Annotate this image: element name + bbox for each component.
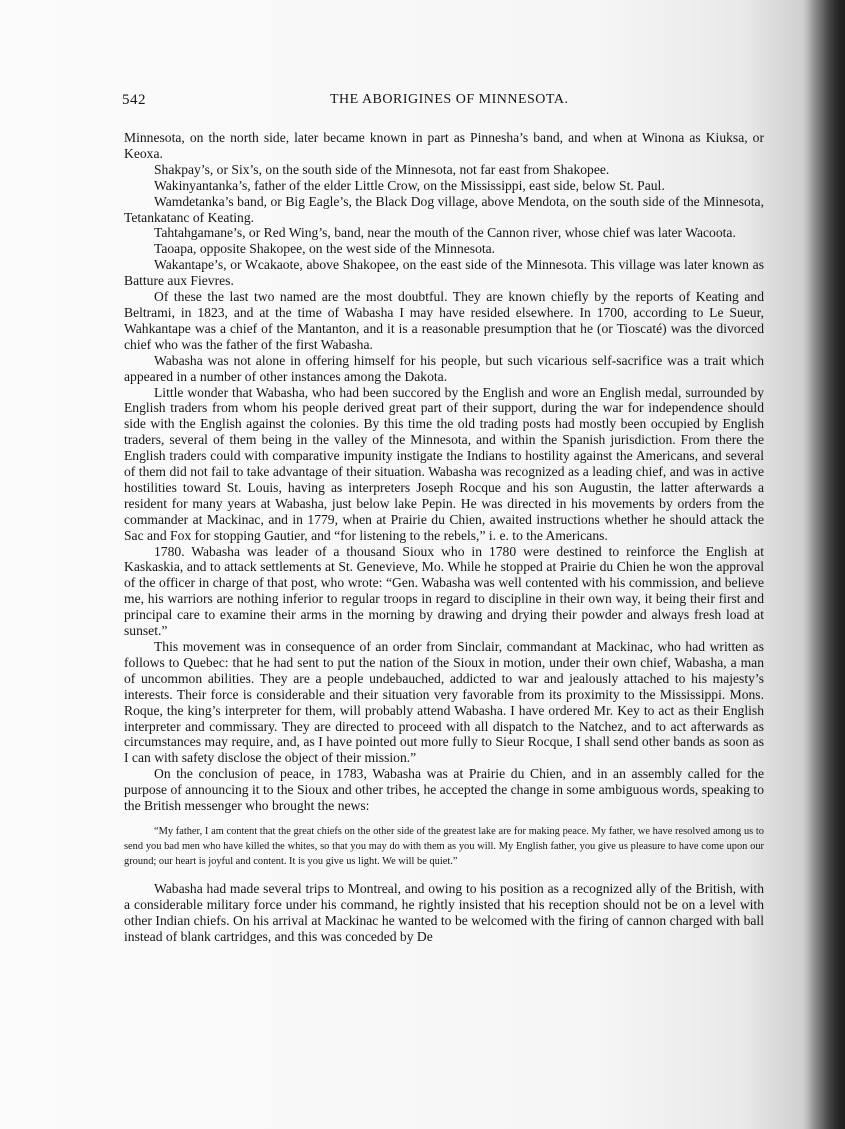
paragraph: Wamdetanka’s band, or Big Eagle’s, the Black Dog village, above Mendota, on the south side of the Minnesota, Tetankatanc of Keating. [124,193,764,225]
paragraph: Little wonder that Wabasha, who had been succored by the English and wore an English medal, surrounded by English traders from whom his people derived great part of their support, during the war for independence should side with the English against the colonies. By this time the old trading posts had mostly been occupied by English traders, several of them being in the valley of the Minnesota, and within the Spanish jurisdiction. From there the English traders could with comparative impunity instigate the Indians to hostility against the Americans, and several of them did not fail to take advantage of their situation. Wabasha was recognized as a leading chief, and was in active hostilities toward St. Louis, having as interpreters Joseph Rocque and his son Augustin, the latter afterwards a resident for many years at Wabasha, just below lake Pepin. He was directed in his movements by orders from the commander at Mackinac, and in 1779, when at Prairie du Chien, awaited instructions whether he should attack the Sac and Fox for stopping Gautier, and “for listening to the rebels,” i. e. to the Americans. [124,384,764,543]
book-spine-shadow [807,0,845,1129]
paragraph: Wabasha was not alone in offering himself for his people, but such vicarious self-sacrifice was a trait which appeared in a number of other instances among the Dakota. [124,352,764,384]
block-quote: “My father, I am content that the great chiefs on the other side of the greatest lake are for making peace. My father, we have resolved among us to send you bad men who have killed the whites, so that you may do with them as you will. My English father, you give us pleasure to have come upon our ground; our heart is joyful and content. It is you give us light. We will be quiet.” [124,825,764,867]
paragraph: Taoapa, opposite Shakopee, on the west side of the Minnesota. [154,241,496,257]
running-head [122,92,772,112]
paragraph: Wakantape’s, or Wcakaote, above Shakopee, on the east side of the Minnesota. This village was later known as Batture aux Fievres. [124,257,764,289]
body-text [124,130,764,945]
paragraph-continued: Minnesota, on the north side, later became known in part as Pinnesha’s band, and when at Winona as Kiuksa, or Keoxa. [124,130,764,161]
paragraph: Tahtahgamane’s, or Red Wing’s, band, near the mouth of the Cannon river, whose chief was later Wacoota. [154,225,736,241]
page-number: 542 [122,92,146,108]
paragraph: Shakpay’s, or Six’s, on the south side of the Minnesota, not far east from Shakopee. [154,161,610,177]
paragraph: Of these the last two named are the most doubtful. They are known chiefly by the reports of Keating and Beltrami, in 1823, and at the time of Wabasha I may have resided elsewhere. In 1700, according to Le Sueur, Wahkantape was a chief of the Mantanton, and it is a reasonable presumption that he (or Tioscaté) was the divorced chief who was the father of the first Wabasha. [124,289,764,352]
paragraph: Wakinyantanka’s, father of the elder Little Crow, on the Mississippi, east side, below St. Paul. [154,177,665,193]
paragraph: This movement was in consequence of an order from Sinclair, commandant at Mackinac, who had written as follows to Quebec: that he had sent to put the nation of the Sioux in motion, under their own chief, Wabasha, a man of uncommon abilities. They are a people undebauched, addicted to war and jealously attached to his majesty’s interests. Their force is considerable and their situation very favorable from its proximity to the Mississippi. Mons. Roque, the king’s interpreter for them, will probably attend Wabasha. I have ordered Mr. Key to act as their English interpreter and commissary. They are directed to proceed with all dispatch to the Natchez, and to act afterwards as circumstances may require, and, as I have pointed out more fully to Sieur Rocque, I shall send other bands as soon as I can with safety disclose the object of their mission.” [124,639,764,766]
paragraph: 1780. Wabasha was leader of a thousand Sioux who in 1780 were destined to reinforce the English at Kaskaskia, and to attack settlements at St. Genevieve, Mo. While he stopped at Prairie du Chien he won the approval of the officer in charge of that post, who wrote: “Gen. Wabasha was well contented with his commission, and believe me, his warriors are nothing inferior to regular troops in regard to discipline in their own way, it being their first and principal care to examine their arms in the morning by drawing and drying their powder and always fresh load at sunset.” [124,543,764,639]
paragraph: Wabasha had made several trips to Montreal, and owing to his position as a recognized ally of the British, with a considerable military force under his command, he rightly insisted that his reception should not be on a level with other Indian chiefs. On his arrival at Mackinac he wanted to be welcomed with the firing of cannon charged with ball instead of blank cartridges, and this was conceded by De [124,880,764,944]
running-title: THE ABORIGINES OF MINNESOTA. [330,92,569,107]
paragraph: On the conclusion of peace, in 1783, Wabasha was at Prairie du Chien, and in an assembly called for the purpose of announcing it to the Sioux and other tribes, he accepted the change in some ambiguous words, speaking to the British messenger who brought the news: [124,766,764,814]
